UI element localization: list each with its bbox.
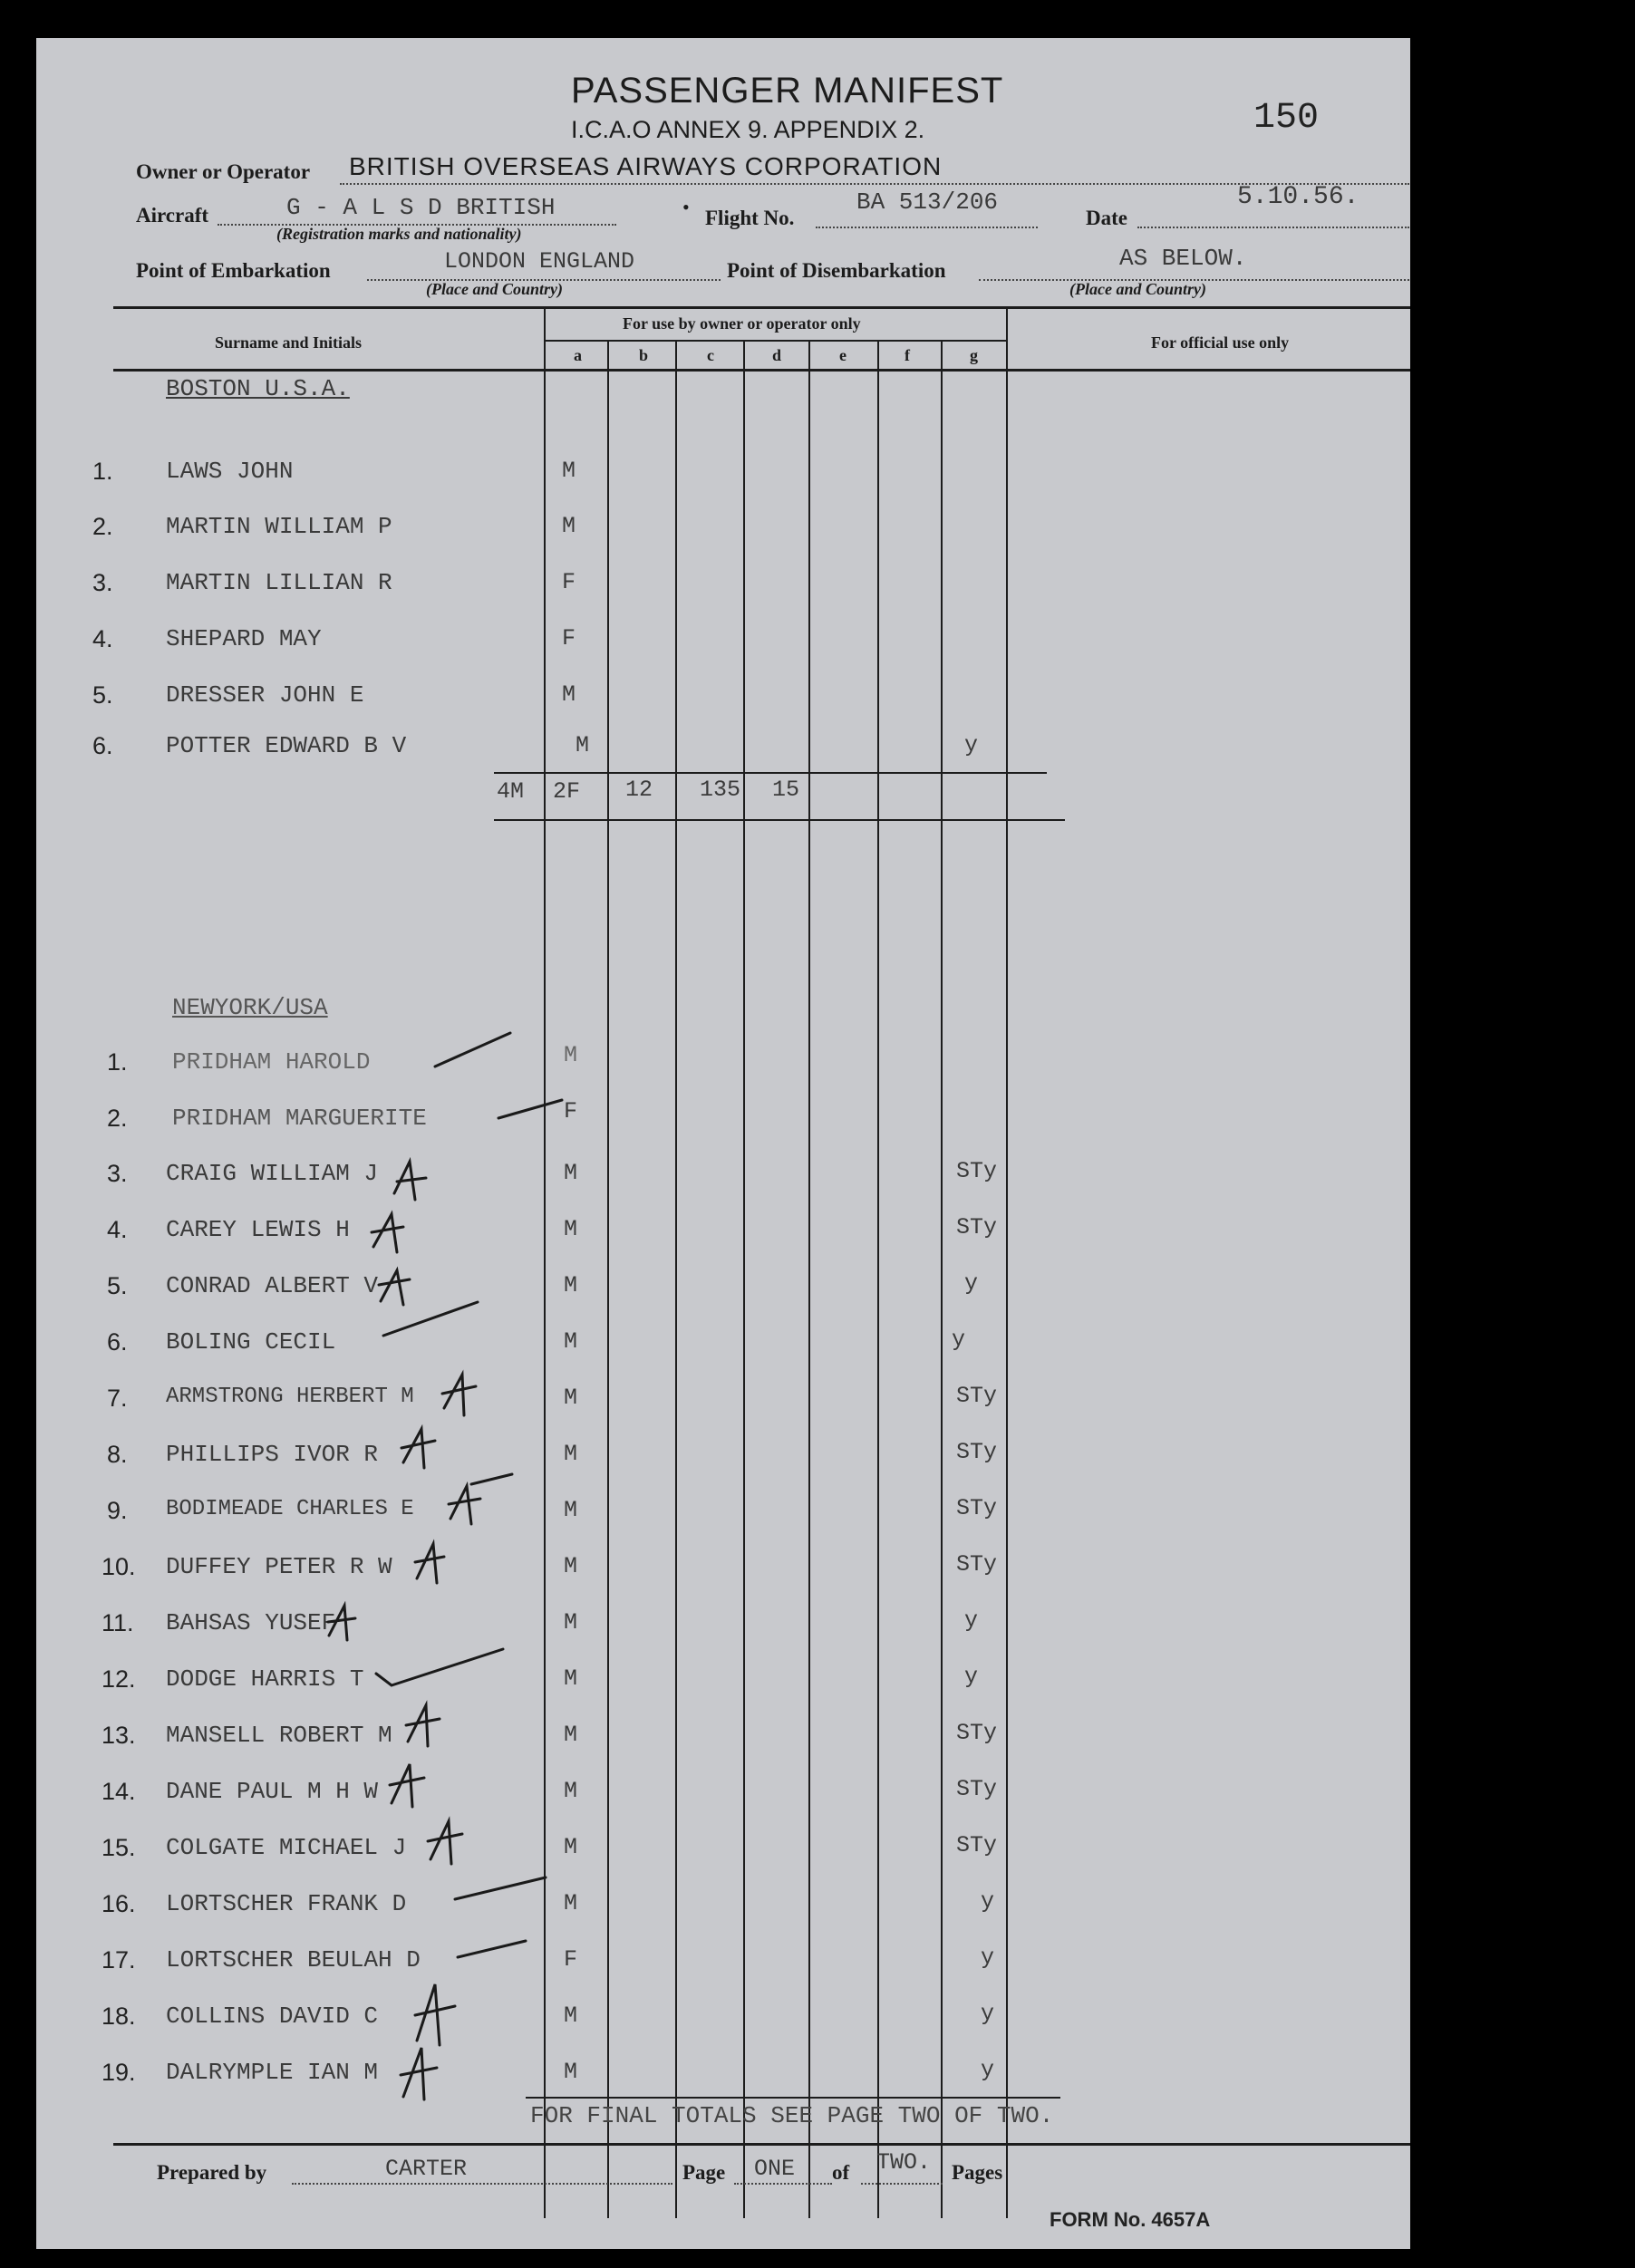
col-b-header: b: [639, 346, 649, 364]
row-number: 6.: [92, 732, 113, 759]
passenger-name: BODIMEADE CHARLES E: [166, 1497, 414, 1521]
owner-use-header: For use by owner or operator only: [623, 314, 861, 333]
passenger-name: SHEPARD MAY: [166, 625, 322, 652]
row-number: 4.: [92, 625, 113, 652]
section-heading-boston: BOSTON U.S.A.: [166, 375, 350, 402]
col-g-value: y: [952, 1327, 966, 1353]
col-g-value: y: [981, 2001, 995, 2027]
passenger-name: LORTSCHER BEULAH D: [166, 1946, 421, 1974]
tick-mark: [458, 1941, 526, 1957]
tick-mark: [376, 1649, 503, 1685]
passenger-name: DODGE HARRIS T: [166, 1665, 364, 1693]
col-a-header: a: [574, 346, 582, 364]
row-number: 19.: [102, 2059, 136, 2086]
row-number: 5.: [107, 1272, 128, 1299]
row-number: 5.: [92, 681, 113, 709]
row-number: 15.: [102, 1834, 136, 1861]
col-g-value: STy: [956, 1158, 998, 1184]
passenger-name: MARTIN LILLIAN R: [166, 569, 392, 596]
col-a-value: M: [562, 458, 576, 484]
col-c-header: c: [707, 346, 714, 364]
row-number: 10.: [102, 1553, 136, 1580]
row-number: 4.: [107, 1216, 128, 1243]
page-dotted-line: [734, 2183, 832, 2185]
col-a-value: M: [564, 1722, 578, 1748]
col-g-value: y: [981, 1888, 995, 1915]
handwritten-a-mark: [401, 2048, 437, 2099]
page-value: ONE: [754, 2156, 796, 2182]
passenger-name: BAHSAS YUSEF: [166, 1609, 336, 1636]
total-b: 12: [625, 777, 653, 803]
embarkation-value: LONDON ENGLAND: [444, 248, 635, 275]
passenger-name: COLLINS DAVID C: [166, 2003, 379, 2030]
manifest-title: PASSENGER MANIFEST: [571, 71, 1004, 111]
handwritten-a-mark: [415, 1544, 444, 1583]
passenger-name: CONRAD ALBERT V: [166, 1272, 379, 1299]
surname-header: Surname and Initials: [215, 333, 363, 352]
row-number: 8.: [107, 1441, 128, 1468]
prepared-dotted-line: [292, 2183, 672, 2185]
aircraft-caption: (Registration marks and nationality): [276, 225, 522, 243]
total-d: 15: [772, 777, 800, 803]
passenger-name: PHILLIPS IVOR R: [166, 1441, 379, 1468]
passenger-name: LAWS JOHN: [166, 458, 294, 485]
col-f-header: f: [905, 346, 910, 364]
embarkation-caption: (Place and Country): [426, 280, 563, 298]
col-a-value: M: [564, 1778, 578, 1804]
row-number: 12.: [102, 1665, 136, 1693]
row-number: 17.: [102, 1946, 136, 1974]
row-number: 9.: [107, 1497, 128, 1524]
col-g-value: STy: [956, 1495, 998, 1521]
tick-mark: [455, 1877, 546, 1899]
col-a-value: M: [564, 1441, 578, 1467]
col-g-header: g: [970, 346, 978, 364]
col-g-value: STy: [956, 1383, 998, 1409]
passenger-name: COLGATE MICHAEL J: [166, 1834, 407, 1861]
passenger-name: BOLING CECIL: [166, 1328, 336, 1356]
passenger-name: MANSELL ROBERT M: [166, 1722, 392, 1749]
row-number: 13.: [102, 1722, 136, 1749]
disembarkation-label: Point of Disembarkation: [727, 259, 946, 282]
col-g-value: STy: [956, 1832, 998, 1858]
col-a-value: M: [562, 681, 576, 708]
col-a-value: F: [562, 625, 576, 651]
col-a-value: M: [564, 1665, 578, 1692]
col-g-value: STy: [956, 1439, 998, 1465]
disembarkation-caption: (Place and Country): [1069, 280, 1206, 298]
embarkation-label: Point of Embarkation: [136, 259, 331, 282]
col-a-value: F: [564, 1946, 578, 1973]
col-a-value: M: [564, 1497, 578, 1523]
passenger-name: DRESSER JOHN E: [166, 681, 364, 709]
passenger-name: DUFFEY PETER R W: [166, 1553, 392, 1580]
col-a-value: F: [562, 569, 576, 595]
col-g-value: STy: [956, 1214, 998, 1240]
passenger-name: PRIDHAM MARGUERITE: [172, 1105, 427, 1132]
tick-mark: [383, 1302, 478, 1336]
footer-note-top-rule: [526, 2097, 1060, 2099]
handwritten-a-mark: [401, 1429, 435, 1468]
form-number: FORM No. 4657A: [1050, 2208, 1211, 2231]
row-number: 11.: [102, 1609, 134, 1636]
row-number: 2.: [107, 1105, 128, 1132]
handwritten-a-mark: [406, 1705, 440, 1746]
of-dotted-line: [861, 2183, 943, 2185]
manifest-page: [36, 38, 1410, 2249]
owner-label: Owner or Operator: [136, 160, 311, 183]
handwritten-a-mark: [428, 1821, 462, 1864]
disembarkation-value: AS BELOW.: [1119, 245, 1247, 272]
col-g-value: STy: [956, 1776, 998, 1802]
handwritten-a-mark: [394, 1162, 426, 1200]
passenger-name: LORTSCHER FRANK D: [166, 1890, 407, 1917]
col-g-value: y: [964, 1607, 979, 1634]
handwritten-a-mark: [390, 1764, 424, 1807]
col-a-value: M: [564, 1609, 578, 1636]
passenger-name: ARMSTRONG HERBERT M: [166, 1385, 414, 1409]
page-label: Page: [682, 2161, 726, 2184]
total-c: 135: [700, 777, 741, 803]
owner-value: BRITISH OVERSEAS AIRWAYS CORPORATION: [349, 152, 943, 180]
row-number: 3.: [107, 1160, 128, 1187]
col-a-value: M: [564, 1328, 578, 1355]
handwritten-a-mark: [328, 1606, 355, 1640]
col-a-value: M: [564, 1272, 578, 1298]
total-male: 4M: [497, 778, 525, 805]
dot-mark: •: [682, 196, 690, 218]
pages-label: Pages: [952, 2161, 1003, 2184]
col-g-value: STy: [956, 1551, 998, 1578]
prepared-by-label: Prepared by: [157, 2161, 267, 2184]
passenger-name: MARTIN WILLIAM P: [166, 513, 392, 540]
handwritten-a-mark: [372, 1214, 403, 1252]
footer-note: FOR FINAL TOTALS SEE PAGE TWO OF TWO.: [530, 2102, 1054, 2129]
prepared-by-value: CARTER: [385, 2156, 468, 2182]
date-value: 5.10.56.: [1237, 183, 1359, 211]
of-label: of: [832, 2161, 850, 2184]
col-a-value: M: [564, 1890, 578, 1916]
col-a-value: M: [562, 513, 576, 539]
handwritten-a-mark: [442, 1375, 476, 1415]
handwritten-marks: [36, 38, 1410, 2249]
tick-mark: [435, 1033, 510, 1066]
handwritten-a-mark: [415, 1984, 455, 2045]
col-g-value: y: [981, 2057, 995, 2083]
row-number: 6.: [107, 1328, 128, 1356]
col-g-value: y: [981, 1945, 995, 1971]
col-a-value: M: [564, 1553, 578, 1579]
passenger-name: DANE PAUL M H W: [166, 1778, 379, 1805]
col-g-value: y: [964, 1270, 979, 1297]
row-number: 7.: [107, 1385, 128, 1412]
page-stamp-number: 150: [1253, 98, 1320, 139]
row-number: 14.: [102, 1778, 136, 1805]
row-number: 16.: [102, 1890, 136, 1917]
flight-value: BA 513/206: [856, 188, 999, 216]
total-female: 2F: [553, 778, 581, 805]
col-a-value: M: [564, 1385, 578, 1411]
col-a-value: F: [564, 1098, 578, 1124]
date-label: Date: [1086, 207, 1127, 229]
col-a-value: M: [576, 732, 590, 758]
row-number: 1.: [92, 458, 113, 485]
aircraft-label: Aircraft: [136, 204, 209, 227]
row-number: 2.: [92, 513, 113, 540]
col-a-value: M: [564, 1042, 578, 1068]
aircraft-value: G - A L S D BRITISH: [286, 194, 556, 221]
manifest-subtitle: I.C.A.O ANNEX 9. APPENDIX 2.: [571, 116, 925, 143]
row-number: 18.: [102, 2003, 136, 2030]
tick-mark: [498, 1100, 562, 1118]
flight-label: Flight No.: [705, 207, 795, 229]
col-a-value: M: [564, 2003, 578, 2029]
col-a-value: M: [564, 1216, 578, 1242]
official-use-header: For official use only: [1151, 333, 1290, 352]
col-g-value: STy: [956, 1720, 998, 1746]
col-a-value: M: [564, 1160, 578, 1186]
passenger-name: POTTER EDWARD B V: [166, 732, 407, 759]
passenger-name: PRIDHAM HAROLD: [172, 1048, 371, 1076]
passenger-name: DALRYMPLE IAN M: [166, 2059, 379, 2086]
col-g-value: y: [964, 1664, 979, 1690]
col-d-header: d: [772, 346, 782, 364]
row-number: 3.: [92, 569, 113, 596]
of-value: TWO.: [876, 2149, 932, 2176]
row-number: 1.: [107, 1048, 128, 1076]
passenger-name: CAREY LEWIS H: [166, 1216, 350, 1243]
handwritten-a-mark: [379, 1270, 410, 1305]
footer-bottom-rule: [113, 2143, 1410, 2146]
section-heading-newyork: NEWYORK/USA: [172, 994, 328, 1021]
col-a-value: M: [564, 1834, 578, 1860]
col-a-value: M: [564, 2059, 578, 2085]
passenger-name: CRAIG WILLIAM J: [166, 1160, 379, 1187]
col-e-header: e: [839, 346, 847, 364]
col-g-value: y: [964, 732, 979, 758]
handwritten-a-mark: [449, 1474, 512, 1524]
